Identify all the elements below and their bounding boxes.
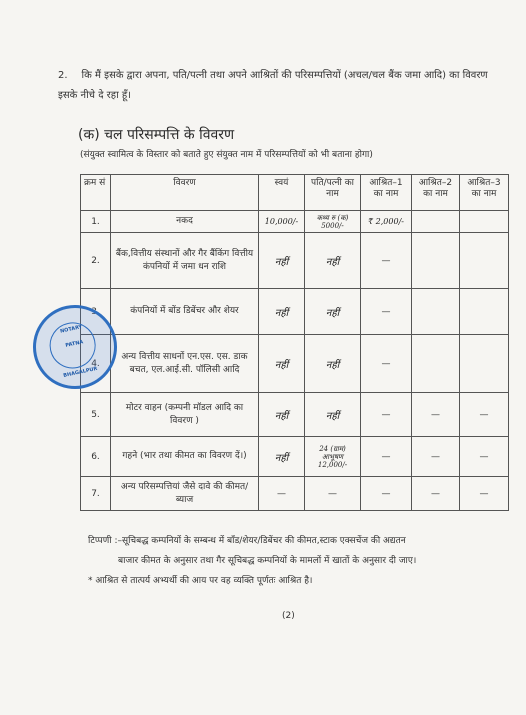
header-self: स्वयं bbox=[259, 175, 305, 211]
section-note: (संयुक्त स्वामित्व के विस्तार को बताते हुए संयुक्त नाम में परिसम्पत्तियों को भी बताना होगा) bbox=[80, 150, 373, 160]
row-dependent-1-value: ₹ 2,000/- bbox=[361, 211, 412, 233]
row-dependent-3-value bbox=[460, 211, 509, 233]
table-header-row bbox=[81, 175, 509, 211]
table-row bbox=[81, 393, 509, 437]
row-dependent-2-value bbox=[412, 211, 460, 233]
row-description: नकद bbox=[111, 211, 259, 233]
row-description: मोटर वाहन (कम्पनी मॉडल आदि का विवरण ) bbox=[111, 393, 259, 437]
row-serial: 7. bbox=[81, 477, 111, 511]
row-dependent-1-value: — bbox=[361, 437, 412, 477]
row-serial: 3. bbox=[81, 289, 111, 335]
row-dependent-3-value bbox=[460, 289, 509, 335]
row-description: कंपनियों में बोंड डिबेंचर और शेयर bbox=[111, 289, 259, 335]
row-spouse-value: नहीं bbox=[305, 289, 361, 335]
section-heading: (क) चल परिसम्पत्ति के विवरण bbox=[78, 127, 235, 143]
row-dependent-1-value: — bbox=[361, 477, 412, 511]
table-row bbox=[81, 211, 509, 233]
row-self-value: नहीं bbox=[259, 289, 305, 335]
stamp-text-2: PATNA bbox=[64, 339, 84, 349]
row-dependent-1-value: — bbox=[361, 335, 412, 393]
table-row bbox=[81, 335, 509, 393]
row-self-value: नहीं bbox=[259, 335, 305, 393]
row-serial: 1. bbox=[81, 211, 111, 233]
declaration-text: कि मैं इसके द्वारा अपना, पति/पत्नी तथा अपने आश्रितों की परिसम्पत्तियों (अचल/चल बैंक जमा आदि) का विवरण इसके नीचे दे रहा हूँ। bbox=[58, 70, 488, 101]
row-self-value: नहीं bbox=[259, 233, 305, 289]
row-dependent-3-value bbox=[460, 233, 509, 289]
row-serial: 5. bbox=[81, 393, 111, 437]
row-dependent-2-value bbox=[412, 289, 460, 335]
row-dependent-3-value: — bbox=[460, 437, 509, 477]
row-self-value: नहीं bbox=[259, 393, 305, 437]
row-description: बैंक,वित्तीय संस्थानों और गैर बैंकिंग वित्तीय कंपनियों में जमा धन राशि bbox=[111, 233, 259, 289]
row-description: अन्य परिसम्पत्तियां जैसे दावे की कीमत/ब्याज bbox=[111, 477, 259, 511]
header-serial: क्रम सं bbox=[81, 175, 111, 211]
row-serial: 4. bbox=[81, 335, 111, 393]
footer-note-1: टिप्पणी :–सूचिबद्ध कम्पनियों के सम्बन्ध में बाँड/शेयर/डिबेंचर की कीमत,स्टाक एक्सचेंज की अद्यतन bbox=[88, 536, 406, 546]
row-dependent-1-value: — bbox=[361, 233, 412, 289]
footer-note-3: * आश्रित से तात्पर्य अभ्यर्थी की आय पर वह व्यक्ति पूर्णतः आश्रित है। bbox=[88, 576, 313, 586]
table-row bbox=[81, 477, 509, 511]
row-self-value: 10,000/- bbox=[259, 211, 305, 233]
row-description: गहने (भार तथा कीमत का विवरण दें।) bbox=[111, 437, 259, 477]
row-dependent-1-value: — bbox=[361, 393, 412, 437]
table-row bbox=[81, 437, 509, 477]
stamp-text-3: BHAGALPUR bbox=[62, 365, 98, 379]
stamp-text-1: NOTARY bbox=[59, 324, 83, 335]
row-self-value: नहीं bbox=[259, 437, 305, 477]
row-serial: 6. bbox=[81, 437, 111, 477]
row-dependent-1-value: — bbox=[361, 289, 412, 335]
header-dependent-3: आश्रित–3 का नाम bbox=[460, 175, 509, 211]
row-spouse-value: 24 (ग्राम) आभूषण 12,000/- bbox=[305, 437, 361, 477]
header-spouse: पति/पत्नी का नाम bbox=[305, 175, 361, 211]
declaration-number: 2. bbox=[58, 70, 68, 81]
movable-assets-table bbox=[80, 174, 509, 511]
row-self-value: — bbox=[259, 477, 305, 511]
row-spouse-value: नहीं bbox=[305, 393, 361, 437]
row-dependent-2-value bbox=[412, 335, 460, 393]
row-dependent-3-value: — bbox=[460, 393, 509, 437]
row-spouse-value: कथ्य रु (क) 5000/- bbox=[305, 211, 361, 233]
row-dependent-2-value: — bbox=[412, 437, 460, 477]
footer-note-2: बाजार कीमत के अनुसार तथा गैर सूचिबद्ध कम्पनियों के मामलों में खातों के अनुसार दी जाए। bbox=[118, 556, 417, 566]
row-serial: 2. bbox=[81, 233, 111, 289]
row-dependent-2-value: — bbox=[412, 477, 460, 511]
row-spouse-value: नहीं bbox=[305, 233, 361, 289]
header-dependent-2: आश्रित–2 का नाम bbox=[412, 175, 460, 211]
row-dependent-2-value bbox=[412, 233, 460, 289]
header-dependent-1: आश्रित–1 का नाम bbox=[361, 175, 412, 211]
table-row bbox=[81, 289, 509, 335]
header-description: विवरण bbox=[111, 175, 259, 211]
row-spouse-value: नहीं bbox=[305, 335, 361, 393]
row-dependent-3-value bbox=[460, 335, 509, 393]
row-dependent-2-value: — bbox=[412, 393, 460, 437]
row-description: अन्य वित्तीय साधनों एन.एस. एस. डाक बचत, एल.आई.सी. पॉलिसी आदि bbox=[111, 335, 259, 393]
row-spouse-value: — bbox=[305, 477, 361, 511]
declaration-paragraph bbox=[58, 66, 498, 106]
row-dependent-3-value: — bbox=[460, 477, 509, 511]
table-row bbox=[81, 233, 509, 289]
page-number: (2) bbox=[282, 611, 295, 621]
